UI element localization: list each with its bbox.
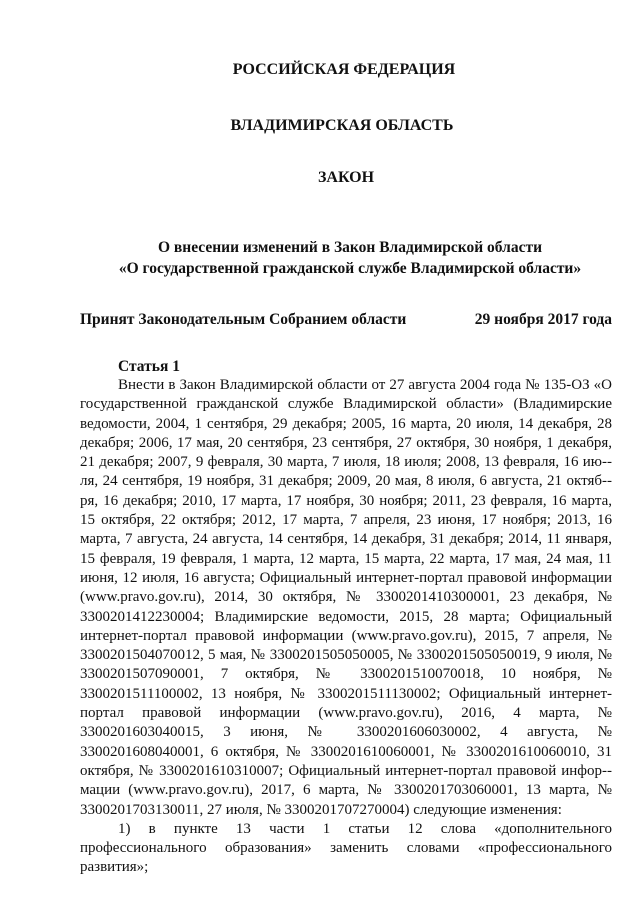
law-subject [80,237,620,279]
adopted-date: 29 ноября 2017 года [474,311,612,328]
doc-type-heading: ЗАКОН [317,169,375,186]
article-title: Статья 1 [118,358,180,375]
adoption-line [80,310,612,330]
article-paragraph: Внести в Закон Владимирской области от 27 августа 2004 года № 135-ОЗ «О государственной гражданской службе Владимирской области» (Владимирские ведомости, 2004, 1 сентября, 29 декабря; 2005, 16 марта, 20 июля, 14 декабря, 28 декабря; 2006, 17 мая, 20 сентября, 23 сентября, 27 октября, 30 ноября, 1 декабря, 21 декабря; 2007, 9 февраля, 30 марта, 7 июля, 18 июля; 2008, 13 февраля, 16 ию-ля, 24 сентября, 19 ноября, 31 декабря; 2009, 20 мая, 8 июля, 6 августа, 21 октяб-ря, 16 декабря; 2010, 17 марта, 17 ноября, 30 ноября; 2011, 23 февраля, 16 марта, 15 октября, 22 октября; 2012, 17 марта, 7 апреля, 23 июня, 17 ноября; 2013, 16 марта, 7 августа, 24 августа, 14 сентября, 14 декабря, 31 декабря; 2014, 11 января, 15 февраля, 19 февраля, 1 марта, 12 марта, 15 марта, 22 марта, 17 мая, 24 мая, 11 июня, 12 июля, 16 августа; Официальный интернет-портал правовой информации (www.pravo.gov.ru), 2014, 30 октября, № 3300201410300001, 23 декабря, № 3300201412230004; Владимирские ведомости, 2015, 28 марта; Официальный интернет-портал правовой информации (www.pravo.gov.ru), 2015, 7 апреля, № 3300201504070012, 5 мая, № 3300201505050005, № 3300201505050019, 9 июля, № 3300201507090001, 7 октября, № 3300201510070018, 10 ноября, № 3300201511100002, 13 ноября, № 3300201511130002; Официальный интернет-портал правовой информации (www.pravo.gov.ru), 2016, 4 марта, № 3300201603040015, 3 июня, № 3300201606030002, 4 августа, № 3300201608040001, 6 октября, № 3300201610060001, № 3300201610060010, 31 октября, № 3300201610310007; Официальный интернет-портал правовой инфор-мации (www.pravo.gov.ru), 2017, 6 марта, № 3300201703060001, 13 марта, № 3300201703130011, 27 июля, № 3300201707270004) следующие изменения: [80,377,612,818]
law-subject-line-2: «О государственной гражданской службе Владимирской области» [118,260,582,277]
region-heading: ВЛАДИМИРСКАЯ ОБЛАСТЬ [230,117,454,134]
adopted-by: Принят Законодательным Собранием области [80,311,407,328]
law-subject-line-1: О внесении изменений в Закон Владимирской области [157,239,543,256]
article-item-1: 1) в пункте 13 части 1 статьи 12 слова «дополнительного профессионального образования» заменить словами «профессионального развития»; [80,820,612,876]
article-body [80,376,612,878]
country-heading: РОССИЙСКАЯ ФЕДЕРАЦИЯ [232,61,456,78]
